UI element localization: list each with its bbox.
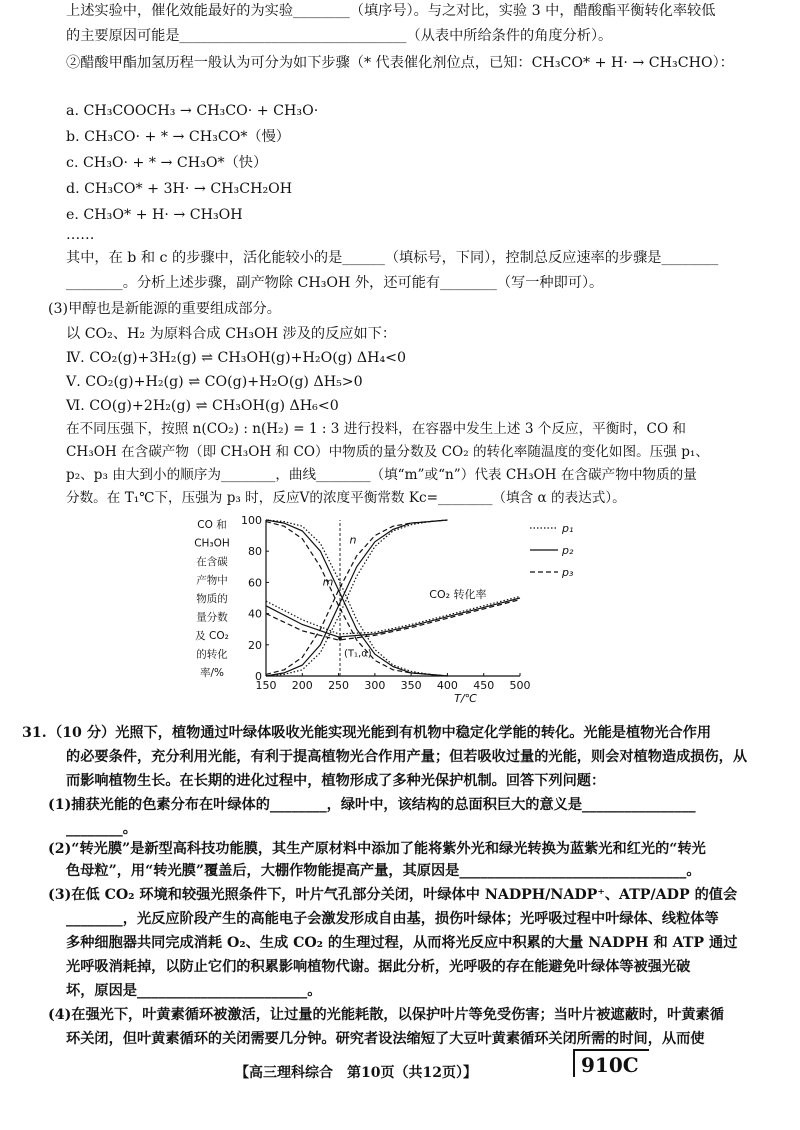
y-tick-label: 20 (248, 638, 262, 652)
text-line: （10 分）光照下，植物通过叶绿体吸收光能实现光能到有机物中稳定化学能的转化。光能是植物光合作用 (48, 725, 712, 741)
reaction-step: c. CH₃O· + * → CH₃O*（快） (66, 155, 268, 171)
y-axis-label-line: 及 CO₂ (195, 630, 229, 642)
subquestion: (3)甲醇也是新能源的重要组成部分。 (48, 301, 281, 317)
y-axis-label-line: 率/% (199, 667, 225, 679)
text-line: 在不同压强下，按照 n(CO₂) : n(H₂) = 1 : 3 进行投料，在容器中发生上述 3 个反应，平衡时，CO 和 (66, 421, 687, 437)
subquestion: (2)“转光膜”是新型高科技功能膜，其生产原材料中添加了能将紫外光和绿光转换为蓝紫光和红光的“转光 (48, 841, 706, 857)
curve-label-n: n (349, 533, 357, 547)
y-tick-label: 0 (255, 670, 262, 683)
y-axis-label-line: 在含碳 (196, 556, 228, 568)
text-line: 上述实验中，催化效能最好的为实验________（填序号）。与之对比，实验 3 中，醋酸酯平衡转化率较低 (66, 3, 716, 19)
x-axis-label: T/℃ (454, 692, 477, 705)
x-tick-label: 450 (473, 679, 495, 692)
x-tick-label: 300 (364, 679, 386, 692)
text-line: 的必要条件，充分利用光能，有利于提高植物光合作用产量；但若吸收过量的光能，则会对植物造成损伤，从 (66, 749, 748, 765)
y-axis-label-line: 量分数 (196, 611, 228, 624)
subquestion: (1)捕获光能的色素分布在叶绿体的________，绿叶中，该结构的总面积巨大的意义是________________ (48, 797, 696, 813)
text-line: 其中，在 b 和 c 的步骤中，活化能较小的是______（填标号，下同），控制总反应速率的步骤是________ (66, 250, 719, 266)
y-tick-label: 40 (248, 607, 262, 621)
x-tick-label: 500 (509, 679, 531, 692)
text-line: p₂、p₃ 由大到小的顺序为________，曲线________（填“m”或“n”）代表 CH₃OH 在含碳产物中物质的量 (66, 467, 697, 483)
subquestion: (3)在低 CO₂ 环境和较强光照条件下，叶片气孔部分关闭，叶绿体中 NADPH/NADP⁺、ATP/ADP 的值会 (48, 887, 738, 903)
text-line: 以 CO₂、H₂ 为原料合成 CH₃OH 涉及的反应如下： (66, 326, 397, 342)
reaction-step: b. CH₃CO· + * → CH₃CO*（慢） (66, 129, 290, 145)
y-axis-label-line: 产物中 (196, 574, 228, 587)
text-line: CH₃OH 在含碳产物（即 CH₃OH 和 CO）中物质的量分数及 CO₂ 的转化率随温度的变化如图。压强 p₁、 (66, 444, 709, 460)
text-line: ________。分析上述步骤，副产物除 CH₃OH 外，还可能有________（写一种即可）。 (66, 275, 604, 291)
series-line (266, 596, 520, 634)
x-tick-label: 250 (328, 679, 350, 692)
text-line: 环关闭，但叶黄素循环的关闭需要几分钟。研究者设法缩短了大豆叶黄素循环关闭所需的时间，从而使 (66, 1031, 705, 1047)
legend-label: p₃ (562, 566, 574, 579)
text-line: 多种细胞器共同完成消耗 O₂、生成 CO₂ 的生理过程，从而将光反应中积累的大量 NADPH 和 ATP 通过 (66, 935, 738, 951)
reaction-step: …… (66, 227, 95, 243)
text-line: 坏，原因是________________________。 (66, 983, 322, 999)
text-line: 的主要原因可能是________________________________（从表中所给条件的角度分析）。 (66, 28, 613, 44)
y-axis-label-line: 的转化 (196, 648, 228, 661)
reaction-step: a. CH₃COOCH₃ → CH₃CO· + CH₃O· (66, 103, 319, 119)
question-number: 31. (22, 725, 47, 741)
equation: Ⅴ. CO₂(g)+H₂(g) ⇌ CO(g)+H₂O(g) ΔH₅>0 (66, 374, 363, 390)
text-line: 分数。在 T₁℃下，压强为 p₃ 时，反应Ⅴ的浓度平衡常数 Kc=________（填含 α 的表达式）。 (66, 490, 626, 506)
x-tick-label: 150 (255, 679, 277, 692)
x-tick-label: 350 (400, 679, 422, 692)
y-tick-label: 100 (241, 514, 262, 527)
y-axis-label-line: CH₃OH (194, 537, 230, 550)
text-line: 而影响植物生长。在长期的进化过程中，植物形成了多种光保护机制。回答下列问题： (66, 773, 606, 789)
legend-label: p₂ (562, 544, 574, 557)
page-footer: 【高三理科综合 第10页（共12页）】 (235, 1065, 477, 1081)
equation: Ⅳ. CO₂(g)+3H₂(g) ⇌ CH₃OH(g)+H₂O(g) ΔH₄<0 (66, 350, 407, 366)
co2-conversion-label: CO₂ 转化率 (429, 588, 487, 601)
reaction-step: d. CH₃CO* + 3H· → CH₃CH₂OH (66, 181, 293, 197)
text-line: 光呼吸消耗掉，以防止它们的积累影响植物代谢。据此分析，光呼吸的存在能避免叶绿体等被强光破 (66, 959, 691, 975)
equation: Ⅵ. CO(g)+2H₂(g) ⇌ CH₃OH(g) ΔH₆<0 (66, 398, 339, 414)
y-axis-label-line: CO 和 (197, 519, 227, 531)
text-line: 色母粒”，用“转光膜”覆盖后，大棚作物能提高产量，其原因是________________________________。 (66, 863, 701, 879)
y-tick-label: 80 (248, 545, 262, 559)
text-line: ②醋酸甲酯加氢历程一般认为可分为如下步骤（* 代表催化剂位点，已知：CH₃CO* + H· → CH₃CHO）： (66, 55, 734, 71)
reaction-step: e. CH₃O* + H· → CH₃OH (66, 207, 243, 223)
paper-code: 910C (573, 1049, 649, 1077)
equilibrium-chart (190, 506, 590, 714)
x-tick-label: 400 (436, 679, 458, 692)
subquestion: (4)在强光下，叶黄素循环被激活，让过量的光能耗散，以保护叶片等免受伤害；当叶片被遮蔽时，叶黄素循 (48, 1007, 724, 1023)
y-tick-label: 60 (248, 576, 262, 590)
y-axis-label-line: 物质的 (196, 593, 228, 605)
series-line (266, 600, 520, 641)
legend-label: p₁ (562, 522, 574, 535)
text-line: ________，光反应阶段产生的高能电子会激发形成自由基，损伤叶绿体；光呼吸过程中叶绿体、线粒体等 (66, 911, 719, 927)
text-line: ________。 (66, 821, 137, 837)
T1-point (338, 637, 342, 641)
T1-point-label: (T₁,α) (344, 648, 372, 660)
x-tick-label: 200 (291, 679, 313, 692)
curve-label-m: m (322, 575, 334, 589)
y-axis-label (194, 519, 230, 679)
